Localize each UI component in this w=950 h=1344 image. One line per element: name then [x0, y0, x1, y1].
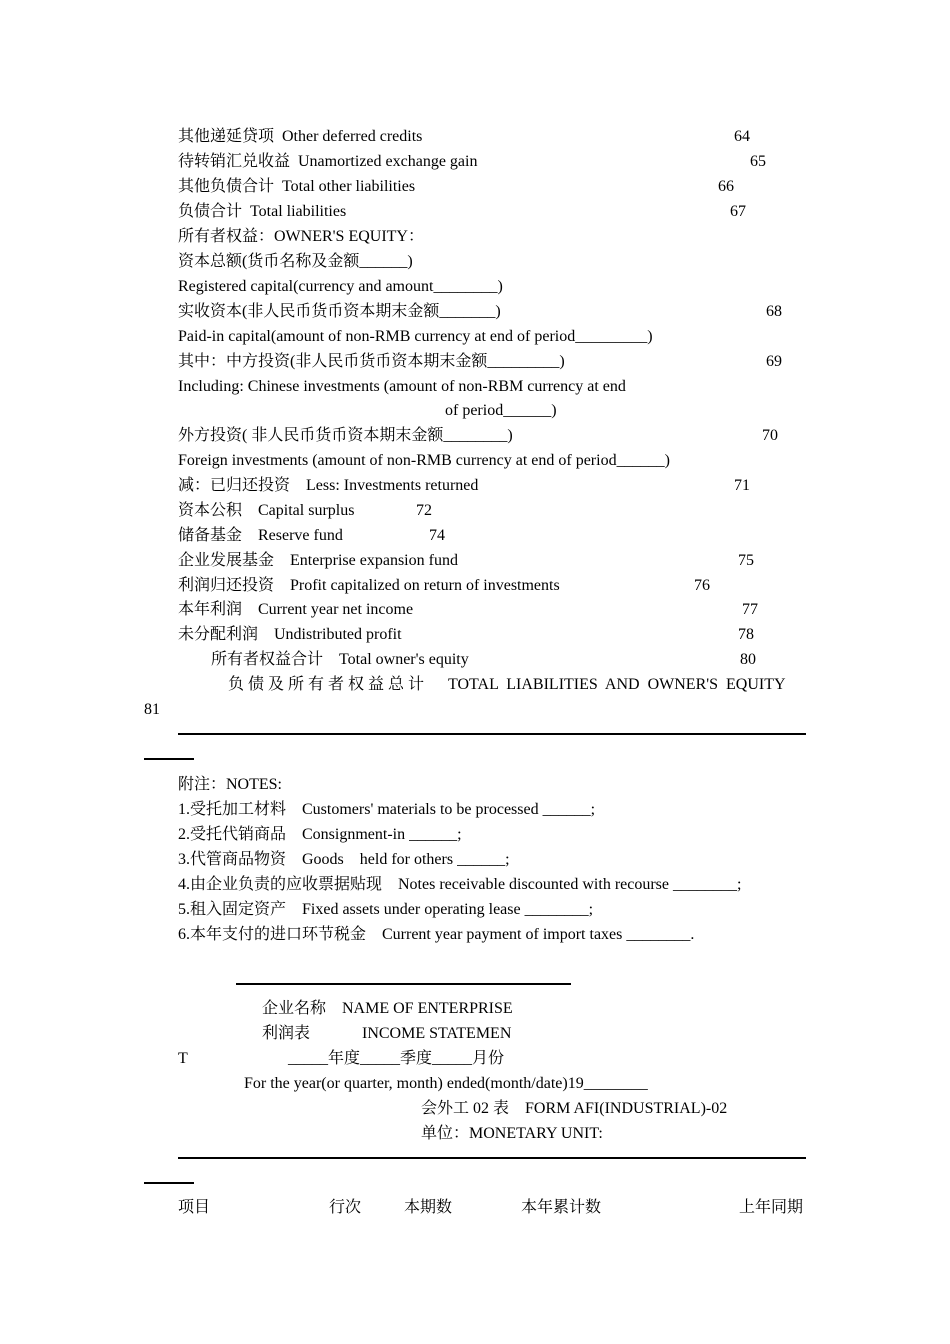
column-header-line-no: 行次: [329, 1199, 362, 1216]
section-divider: [178, 733, 806, 735]
row-chinese-investments-label: 其中：中方投资(非人民币货币资本期末金额_________): [178, 353, 565, 370]
chinese-investments-en: Including: Chinese investments (amount of non-RBM currency at end: [178, 378, 626, 395]
row-investments-returned-label: 减：已归还投资 Less: Investments returned: [178, 477, 479, 494]
column-header-item: 项目: [178, 1199, 211, 1216]
registered-capital-cn: 资本总额(货币名称及金额______): [178, 253, 413, 270]
row-reserve-fund-label: 储备基金 Reserve fund: [178, 527, 343, 544]
header-rule: [236, 983, 571, 985]
table-top-divider-tail: [144, 1182, 194, 1184]
period-en: For the year(or quarter, month) ended(month/date)19________: [244, 1075, 648, 1092]
row-total-other-liabilities-label: 其他负债合计 Total other liabilities: [178, 178, 416, 195]
row-total-liabilities-line: 67: [730, 203, 746, 220]
row-current-year-net-income-line: 77: [742, 601, 758, 618]
form-number: 会外工 02 表 FORM AFI(INDUSTRIAL)-02: [421, 1100, 728, 1117]
note-item: 1.受托加工材料 Customers' materials to be processed ______;: [178, 801, 596, 818]
row-investments-returned-line: 71: [734, 477, 750, 494]
row-foreign-investments-line: 70: [762, 427, 778, 444]
monetary-unit: 单位：MONETARY UNIT:: [421, 1125, 603, 1142]
foreign-investments-en: Foreign investments (amount of non-RMB currency at end of period______): [178, 452, 670, 469]
row-other-deferred-credits-line: 64: [734, 128, 750, 145]
income-statement-title-tail: T: [178, 1050, 188, 1067]
income-statement-title: 利润表 INCOME STATEMEN: [262, 1025, 512, 1042]
row-total-liabilities-and-equity-label: 负 债 及 所 有 者 权 益 总 计 TOTAL LIABILITIES AND OWNER'S EQUITY: [228, 676, 786, 693]
row-undistributed-profit-label: 未分配利润 Undistributed profit: [178, 626, 402, 643]
row-total-other-liabilities-line: 66: [718, 178, 734, 195]
row-foreign-investments-label: 外方投资( 非人民币货币资本期末金额________): [178, 427, 513, 444]
row-total-owners-equity-line: 80: [740, 651, 756, 668]
row-profit-capitalized-label: 利润归还投资 Profit capitalized on return of investments: [178, 577, 560, 594]
row-total-owners-equity-label: 所有者权益合计 Total owner's equity: [211, 651, 469, 668]
row-total-liabilities-and-equity-line: 81: [144, 701, 160, 718]
row-current-year-net-income-label: 本年利润 Current year net income: [178, 601, 414, 618]
note-item: 4.由企业负责的应收票据贴现 Notes receivable discounted with recourse ________;: [178, 876, 742, 893]
row-total-liabilities-label: 负债合计 Total liabilities: [178, 203, 347, 220]
table-top-divider: [178, 1157, 806, 1159]
column-header-current-period: 本期数: [404, 1199, 453, 1216]
column-header-year-to-date: 本年累计数: [521, 1199, 602, 1216]
row-paid-in-capital-label: 实收资本(非人民币货币资本期末金额_______): [178, 303, 501, 320]
chinese-investments-en-cont: of period______): [445, 402, 557, 419]
paid-in-capital-en: Paid-in capital(amount of non-RMB currency at end of period_________): [178, 328, 653, 345]
note-item: 5.租入固定资产 Fixed assets under operating lease ________;: [178, 901, 594, 918]
note-item: 3.代管商品物资 Goods held for others ______;: [178, 851, 510, 868]
column-header-prior-year: 上年同期: [739, 1199, 804, 1216]
note-item: 6.本年支付的进口环节税金 Current year payment of import taxes ________.: [178, 926, 695, 943]
row-profit-capitalized-line: 76: [694, 577, 710, 594]
enterprise-name-label: 企业名称 NAME OF ENTERPRISE: [262, 1000, 513, 1017]
row-unamortized-exchange-gain-label: 待转销汇兑收益 Unamortized exchange gain: [178, 153, 478, 170]
row-reserve-fund-line: 74: [429, 527, 445, 544]
note-item: 2.受托代销商品 Consignment-in ______;: [178, 826, 462, 843]
row-unamortized-exchange-gain-line: 65: [750, 153, 766, 170]
period-cn: _____年度_____季度_____月份: [288, 1050, 505, 1067]
row-enterprise-expansion-fund-line: 75: [738, 552, 754, 569]
owners-equity-heading: 所有者权益：OWNER'S EQUITY：: [178, 228, 424, 245]
row-other-deferred-credits-label: 其他递延贷项 Other deferred credits: [178, 128, 423, 145]
section-divider-tail: [144, 758, 194, 760]
row-undistributed-profit-line: 78: [738, 626, 754, 643]
row-capital-surplus-line: 72: [416, 502, 432, 519]
row-paid-in-capital-line: 68: [766, 303, 782, 320]
row-chinese-investments-line: 69: [766, 353, 782, 370]
row-capital-surplus-label: 资本公积 Capital surplus: [178, 502, 355, 519]
notes-heading: 附注：NOTES:: [178, 776, 283, 793]
registered-capital-en: Registered capital(currency and amount________): [178, 278, 503, 295]
row-enterprise-expansion-fund-label: 企业发展基金 Enterprise expansion fund: [178, 552, 458, 569]
